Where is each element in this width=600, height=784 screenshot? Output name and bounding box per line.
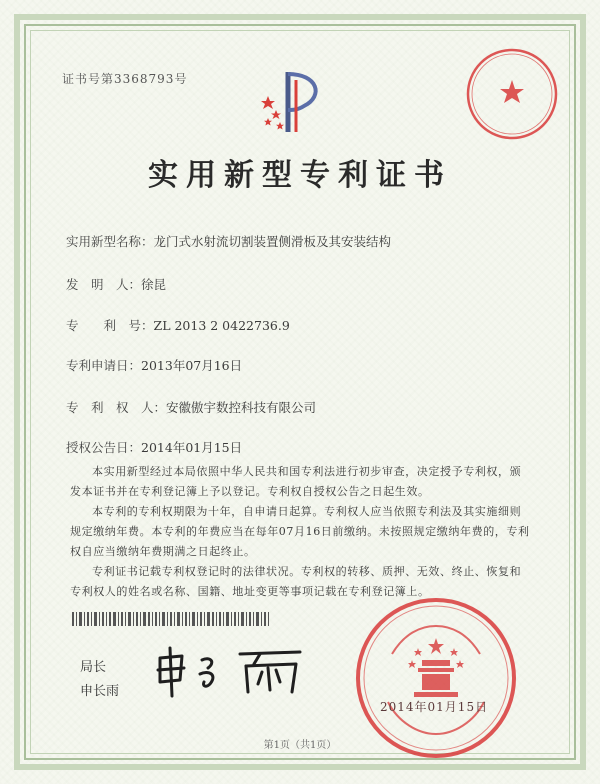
body-paragraph: 专利证书记载专利权登记时的法律状况。专利权的转移、质押、无效、终止、恢复和专利权人的姓名或名称、国籍、地址变更等事项记载在专利登记簿上。 — [70, 565, 522, 598]
patentee-field — [66, 398, 316, 416]
body-paragraph: 本专利的专利权期限为十年，自申请日起算。专利权人应当依照专利法及其实施细则规定缴纳年费。本专利的年费应当在每年07月16日前缴纳。未按照规定缴纳年费的，专利权自应当缴纳年费期满之日起终止。 — [70, 505, 530, 558]
page-footer: 第1页（共1页） — [263, 740, 337, 751]
grant-announcement-date-field — [66, 438, 242, 456]
body-paragraph: 本实用新型经过本局依照中华人民共和国专利法进行初步审查，决定授予专利权，颁发本证书并在专利登记簿上予以登记。专利权自授权公告之日起生效。 — [70, 465, 522, 498]
inventor-field — [66, 275, 166, 293]
application-date-field — [66, 356, 242, 374]
agency-seal-small-icon — [462, 44, 562, 144]
certificate-number: 证书号第3368793号 — [62, 72, 188, 86]
field-value: 安徽傲宇数控科技有限公司 — [166, 400, 317, 415]
field-label: 专 利 权 人： — [66, 400, 167, 415]
field-value: ZL 2013 2 0422736.9 — [153, 318, 290, 333]
certificate-body — [70, 462, 532, 602]
certificate-title: 实用新型专利证书 — [148, 158, 452, 193]
director-name: 申长雨 — [80, 684, 120, 699]
sipo-emblem-icon — [258, 66, 328, 140]
field-label: 专 利 号： — [66, 318, 154, 333]
field-value: 龙门式水射流切割装置侧滑板及其安装结构 — [153, 234, 392, 249]
field-label: 实用新型名称： — [66, 234, 154, 249]
field-label: 发 明 人： — [66, 277, 142, 292]
seal-date: 2014年01月15日 — [380, 700, 489, 714]
handwritten-signature — [150, 640, 310, 700]
field-value: 2013年07月16日 — [141, 358, 243, 373]
patent-number-field — [66, 316, 290, 334]
field-label: 专利申请日： — [66, 358, 142, 373]
utility-model-name-field — [66, 232, 391, 250]
barcode-strip — [72, 612, 272, 626]
field-value: 2014年01月15日 — [141, 440, 243, 455]
field-label: 授权公告日： — [66, 440, 142, 455]
director-title: 局长 — [80, 660, 107, 675]
field-value: 徐昆 — [141, 277, 167, 292]
